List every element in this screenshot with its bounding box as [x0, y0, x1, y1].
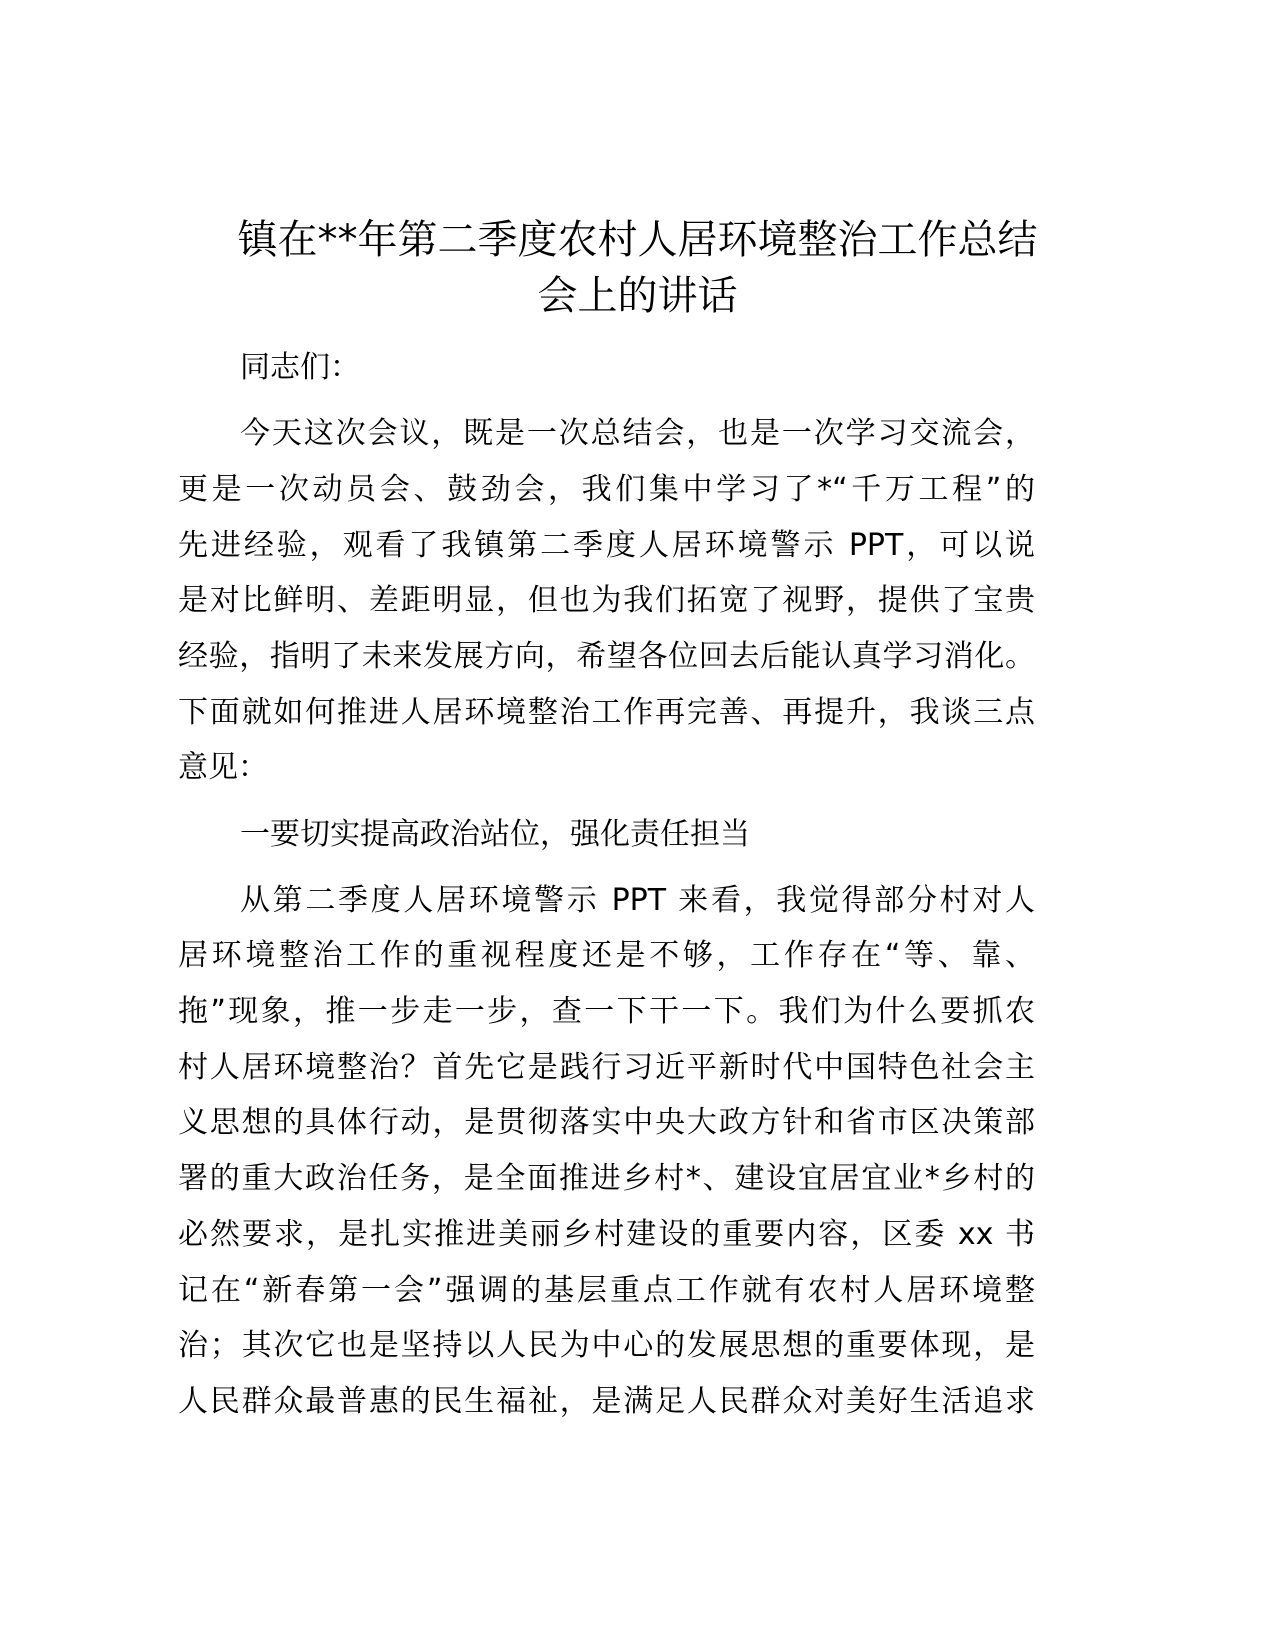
document-body [178, 340, 1035, 1440]
text-line: 从第二季度人居环境警示 PPT 来看，我觉得部分村对人 [240, 882, 1035, 918]
salutation: 同志们： [240, 350, 360, 385]
title-line: 会上的讲话 [537, 273, 738, 319]
section-heading-paragraph [178, 807, 1035, 863]
text-line: 人民群众最普惠的民生福祉，是满足人民群众对美好生活追求 [178, 1383, 1035, 1419]
section-heading: 一要切实提高政治站位，强化责任担当 [240, 816, 750, 852]
paragraph-section1 [178, 873, 1035, 1430]
paragraph-intro [178, 406, 1035, 796]
title-line: 镇在**年第二季度农村人居环境整治工作总结 [237, 217, 1038, 263]
document-title [150, 212, 1125, 324]
text-line: 拖”现象，推一步走一步，查一下干一下。我们为什么要抓农 [178, 994, 1035, 1030]
text-line: 居环境整治工作的重视程度还是不够，工作存在“等、靠、 [178, 938, 1035, 974]
text-line: 下面就如何推进人居环境整治工作再完善、再提升，我谈三点 [178, 694, 1035, 730]
text-line: 更是一次动员会、鼓劲会，我们集中学习了*“千万工程”的 [178, 471, 1035, 507]
text-line: 村人居环境整治？首先它是践行习近平新时代中国特色社会主 [178, 1049, 1035, 1085]
text-line: 治；其次它也是坚持以人民为中心的发展思想的重要体现，是 [178, 1328, 1035, 1364]
text-line: 必然要求，是扎实推进美丽乡村建设的重要内容，区委 xx 书 [178, 1216, 1035, 1252]
text-line: 今天这次会议，既是一次总结会，也是一次学习交流会， [240, 416, 1035, 452]
text-line: 先进经验，观看了我镇第二季度人居环境警示 PPT，可以说 [178, 527, 1035, 563]
text-line: 是对比鲜明、差距明显，但也为我们拓宽了视野，提供了宝贵 [178, 583, 1035, 619]
text-line: 署的重大政治任务，是全面推进乡村*、建设宜居宜业*乡村的 [178, 1161, 1035, 1197]
text-line: 记在“新春第一会”强调的基层重点工作就有农村人居环境整 [178, 1272, 1035, 1308]
text-line: 意见： [178, 750, 268, 786]
text-line: 义思想的具体行动，是贯彻落实中央大政方针和省市区决策部 [178, 1105, 1035, 1141]
text-line: 经验，指明了未来发展方向，希望各位回去后能认真学习消化。 [178, 638, 1035, 674]
salutation-paragraph [178, 340, 1035, 396]
